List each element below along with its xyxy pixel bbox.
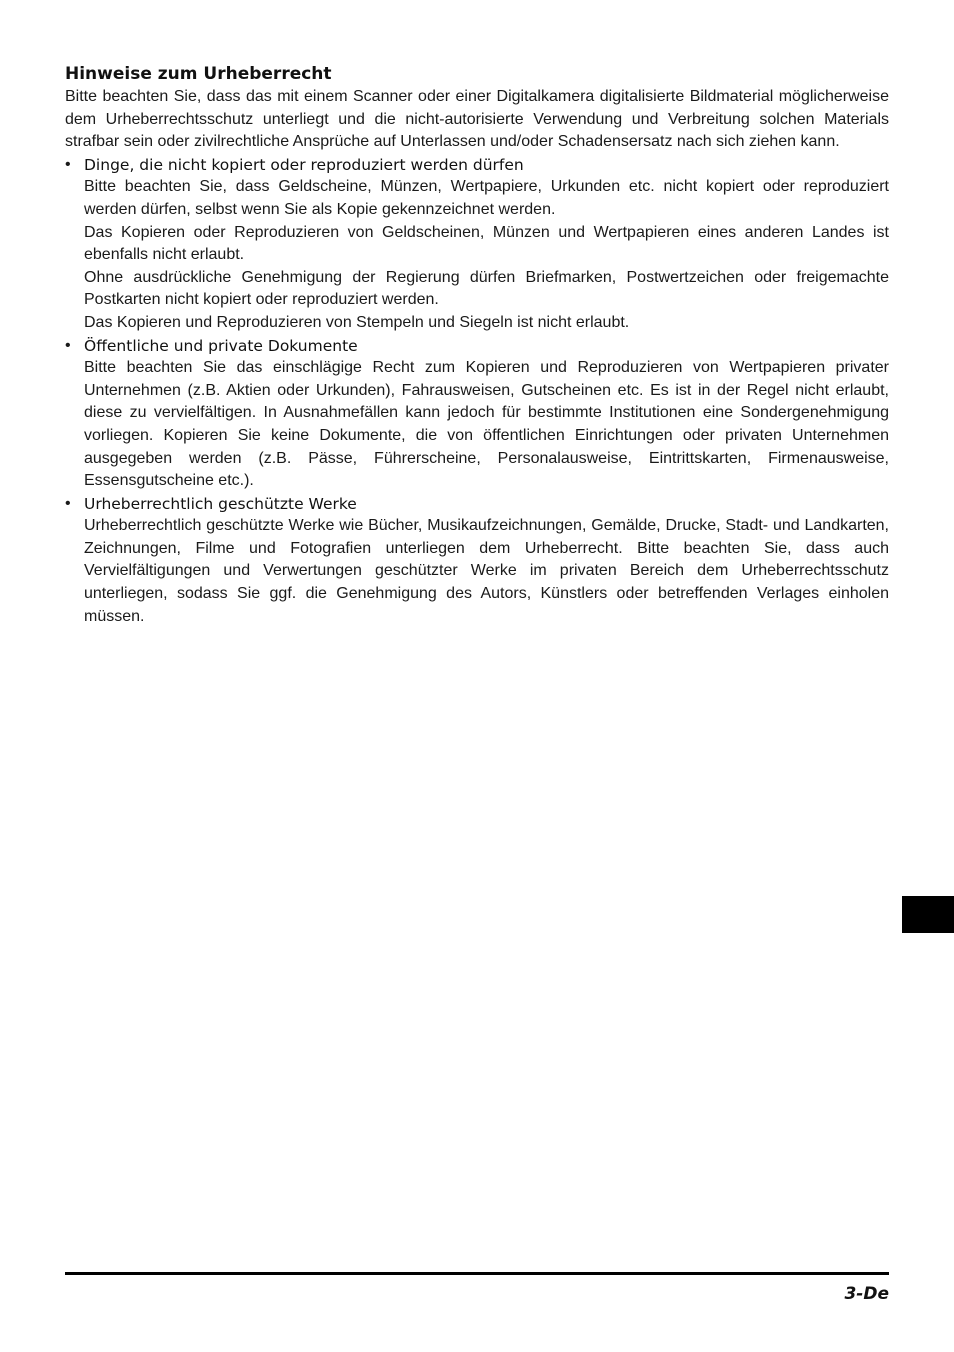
section-title: Urheberrechtlich geschützte Werke bbox=[84, 494, 357, 513]
page-number: 3-De bbox=[844, 1284, 889, 1304]
section-paragraph: Das Kopieren oder Reproduzieren von Geldscheinen, Münzen und Wertpapieren eines anderen Landes ist ebenfalls nicht erlaubt. bbox=[84, 223, 889, 264]
section-paragraph: Ohne ausdrückliche Genehmigung der Regierung dürfen Briefmarken, Postwertzeichen oder freigemachte Postkarten nicht kopiert oder reproduziert werden. bbox=[84, 268, 889, 309]
section-paragraph: Bitte beachten Sie das einschlägige Recht zum Kopieren und Reproduzieren von Wertpapieren privater Unternehmen (z.B. Aktien oder Urkunden), Fahrausweisen, Gutscheinen etc. Es ist in der Regel nicht erlaubt, diese zu vervielfältigen. In Ausnahmefällen kann jedoch für bestimmte Institutionen eine Sondergenehmigung vorliegen. Kopieren Sie keine Dokumente, die von öffentlichen Einrichtungen oder privaten Unternehmen ausgegeben werden (z.B. Pässe, Führerscheine, Personalausweise, Eintrittskarten, Firmenausweise, Essensgutscheine etc.). bbox=[84, 359, 889, 490]
chapter-thumb-tab bbox=[902, 896, 954, 933]
list-item bbox=[65, 335, 889, 493]
section-paragraph: Das Kopieren und Reproduzieren von Stempeln und Siegeln ist nicht erlaubt. bbox=[84, 313, 630, 331]
section-title: Öffentliche und private Dokumente bbox=[84, 336, 358, 355]
intro-paragraph: Bitte beachten Sie, dass das mit einem Scanner oder einer Digitalkamera digitalisierte Bildmaterial möglicherweise dem Urheberrechtsschutz unterliegt und die nicht-autorisierte Verwendung und Verbreitung solchen Materials strafbar sein oder zivilrechtliche Ansprüche auf Unterlassen und/oder Schadensersatz nach sich ziehen kann. bbox=[65, 88, 889, 151]
section-title: Dinge, die nicht kopiert oder reproduziert werden dürfen bbox=[84, 155, 524, 174]
footer-divider bbox=[65, 1272, 889, 1275]
notice-list bbox=[65, 154, 889, 628]
bullet-icon: • bbox=[65, 494, 71, 512]
list-item bbox=[65, 154, 889, 335]
bullet-icon: • bbox=[65, 155, 71, 173]
section-paragraph: Urheberrechtlich geschützte Werke wie Bücher, Musikaufzeichnungen, Gemälde, Drucke, Stadt- und Landkarten, Zeichnungen, Filme und Fotografien unterliegen dem Urheberrecht. Bitte beachten Sie, dass auch Vervielfältigungen und Verwertungen geschützter Werke im privaten Bereich dem Urheberrechtsschutz unterliegen, sodass Sie ggf. die Genehmigung des Autors, Künstlers oder betreffenden Verlages einholen müssen. bbox=[84, 517, 889, 625]
page-title: Hinweise zum Urheberrecht bbox=[65, 64, 332, 84]
section-paragraph: Bitte beachten Sie, dass Geldscheine, Münzen, Wertpapiere, Urkunden etc. nicht kopiert oder reproduziert werden dürfen, selbst wenn Sie als Kopie gekennzeichnet werden. bbox=[84, 178, 889, 218]
document-body bbox=[65, 62, 889, 628]
bullet-icon: • bbox=[65, 336, 71, 354]
list-item bbox=[65, 493, 889, 629]
